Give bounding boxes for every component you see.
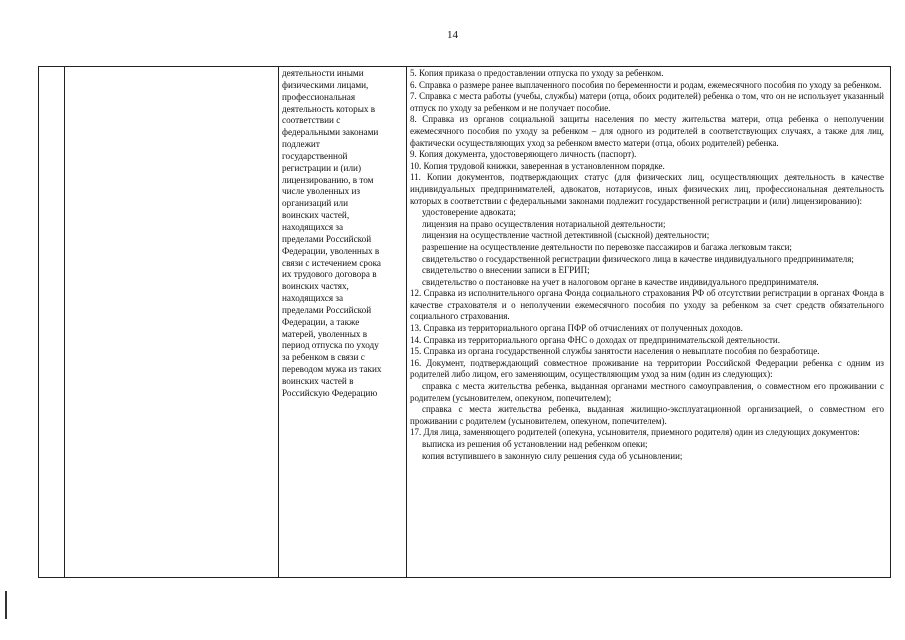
category-line: федеральными законами	[282, 127, 379, 138]
category-line: подлежит	[282, 139, 320, 150]
category-line: государственной	[282, 150, 348, 161]
category-line: находящихся за	[282, 293, 344, 304]
category-line: связи с истечением срока	[282, 257, 381, 268]
document-item: 16. Документ, подтверждающий совместное проживание на территории Российской Федерации ребенка с одним из родителей либо лицом, его заменяющим, осуществляющим уход за ним (один из следующих):	[410, 357, 884, 380]
category-line: Российскую Федерацию	[282, 387, 378, 398]
category-text	[279, 67, 406, 400]
document-item: 9. Копия документа, удостоверяющего личность (паспорт).	[410, 149, 637, 160]
document-item: 5. Копия приказа о предоставлении отпуска по уходу за ребенком.	[410, 68, 664, 78]
category-line: деятельности иными	[282, 68, 364, 78]
document-item: 10. Копия трудовой книжки, заверенная в установленном порядке.	[410, 160, 665, 171]
document-item: 7. Справка с места работы (учебы, службы) матери (отца, обоих родителей) ребенка о том, что он не использует указанный отпуск по уходу за ребенком и не получает пособие.	[410, 91, 884, 113]
category-line: за ребенком в связи с	[282, 352, 365, 363]
category-cell	[279, 67, 407, 578]
table-row	[39, 67, 891, 578]
document-subitem: свидетельство о постановке на учет в налоговом органе в качестве индивидуального предпринимателя.	[422, 276, 819, 287]
document-subitem: свидетельство о внесении записи в ЕГРИП;	[422, 265, 590, 276]
category-line: соответствии с	[282, 115, 341, 126]
category-line: регистрации и (или)	[282, 162, 362, 173]
document-item: 15. Справка из органа государственной службы занятости населения о невыплате пособия по безработице.	[410, 346, 820, 357]
documents-cell	[407, 67, 891, 578]
document-subitem: лицензия на право осуществления нотариальной деятельности;	[422, 218, 666, 229]
category-line: физическими лицами,	[282, 79, 369, 90]
document-subitem: свидетельство о государственной регистрации физического лица в качестве индивидуального предпринимателя;	[422, 253, 854, 264]
category-line: их трудового договора в	[282, 269, 377, 280]
category-line: числе уволенных из	[282, 186, 361, 197]
category-line: профессиональная	[282, 91, 356, 102]
category-line: находящихся за	[282, 221, 344, 232]
document-item: 8. Справка из органов социальной защиты населения по месту жительства матери, отца ребенка о неполучении ежемесячного пособия по уходу за ребенком – для одного из родителей в соответствующих случаях, а также для лиц, фактически осуществляющих уход за ребенком вместо матери (отца, обоих родителей) ребенка.	[410, 114, 884, 148]
category-line: воинских частей в	[282, 375, 354, 386]
document-subitem: справка с места жительства ребенка, выданная органами местного самоуправления, о совместном его проживании с родителем (усыновителем, опекуном, попечителем);	[410, 381, 884, 403]
document-subitem: лицензия на осуществление частной детективной (сыскной) деятельности;	[422, 230, 710, 241]
document-subitem: удостоверение адвоката;	[422, 207, 516, 218]
category-line: воинских частей,	[282, 210, 350, 221]
document-item: 6. Справка о размере ранее выплаченного пособия по беременности и родам, ежемесячного пособия по уходу за ребенком.	[410, 79, 882, 90]
category-line: переводом мужа из таких	[282, 364, 382, 375]
margin-mark	[5, 591, 7, 619]
category-line: пределами Российской	[282, 304, 372, 315]
category-line: пределами Российской	[282, 233, 372, 244]
category-line: Федерации, уволенных в	[282, 245, 380, 256]
category-line: организаций или	[282, 198, 349, 209]
documents-table	[38, 66, 891, 578]
page-number: 14	[447, 29, 458, 41]
category-line: лицензированию, в том	[282, 174, 374, 185]
category-line: период отпуска по уходу	[282, 340, 379, 351]
category-line: воинских частях,	[282, 281, 349, 292]
document-item: 17. Для лица, заменяющего родителей (опекуна, усыновителя, приемного родителя) один из следующих документов:	[410, 427, 860, 438]
document-item: 12. Справка из исполнительного органа Фонда социального страхования РФ об отсутствии регистрации в органах Фонда в качестве страхователя и о неполучении ежемесячного пособия по уходу за ребенком за счет средств обязательного социального страхования.	[410, 288, 884, 322]
category-line: Федерации, а также	[282, 316, 360, 327]
document-item: 14. Справка из территориального органа ФНС о доходах от предпринимательской деятельности.	[410, 334, 780, 345]
document-subitem: копия вступившего в законную силу решения суда об усыновлении;	[422, 450, 683, 461]
document-subitem: справка с места жительства ребенка, выданная жилищно-эксплуатационной организацией, о совместном его проживании с родителем (усыновителем, опекуном, попечителем).	[410, 404, 884, 426]
documents-list	[407, 67, 890, 462]
category-line: деятельность которых в	[282, 103, 376, 114]
document-item: 13. Справка из территориального органа ПФР об отчислениях от полученных доходов.	[410, 323, 743, 334]
category-line: матерей, уволенных в	[282, 328, 368, 339]
recipient-cell	[65, 67, 279, 578]
document-subitem: выписка из решения об установлении над ребенком опеки;	[422, 439, 648, 449]
document-subitem: разрешение на осуществление деятельности по перевозке пассажиров и багажа легковым такси;	[422, 241, 792, 252]
document-item: 11. Копии документов, подтверждающих статус (для физических лиц, осуществляющих деятельность в качестве индивидуальных предпринимателей, адвокатов, нотариусов, иных физических лиц, профессиональная деятельность которых в соответствии с федеральными законами подлежит государственной регистрации и (или) лицензированию):	[410, 172, 884, 206]
number-cell	[39, 67, 65, 578]
